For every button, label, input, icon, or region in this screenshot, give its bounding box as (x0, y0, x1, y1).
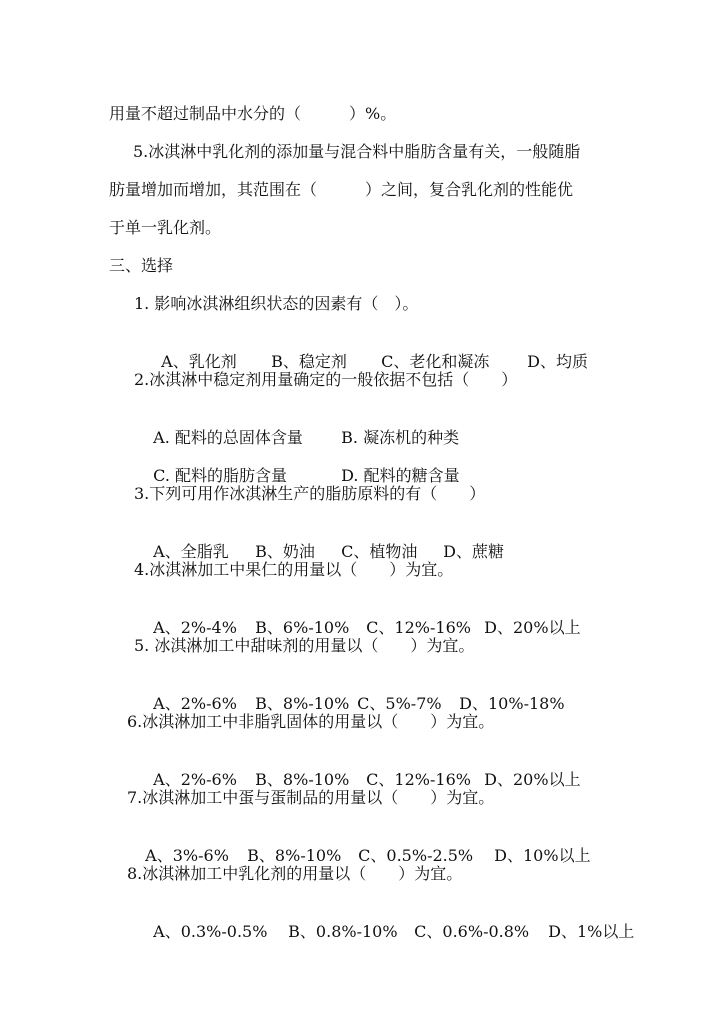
question-1-options (151, 332, 588, 372)
question-8-options (143, 902, 634, 942)
option-a: A、0.3%-0.5% (153, 922, 268, 941)
option-d: D、10%-18% (459, 694, 565, 713)
section-title: 三、选择 (109, 256, 174, 275)
option-b: B、0.8%-10% (288, 922, 398, 941)
option-c: C. 配料的脂肪含量 (153, 466, 288, 485)
question-3-stem: 3.下列可用作冰淇淋生产的脂肪原料的有（ ） (134, 484, 486, 503)
question-2-options-row-2 (143, 446, 460, 486)
question-8-stem: 8.冰淇淋加工中乳化剂的用量以（ ）为宜。 (127, 864, 463, 883)
option-a: A、3%-6% (145, 846, 229, 865)
option-c: C、0.5%-2.5% (358, 846, 474, 865)
question-4-options (143, 598, 581, 638)
option-b: B、8%-10% (247, 846, 342, 865)
option-d: D. 配料的糖含量 (341, 466, 460, 485)
blank-q5-line-2: 肪量增加而增加，其范围在（ ）之间，复合乳化剂的性能优 (109, 180, 574, 199)
option-d: D、均质 (527, 352, 589, 371)
option-c: C、12%-16% (366, 618, 471, 637)
question-7-options (135, 826, 591, 866)
option-d: D、蔗糖 (443, 542, 505, 561)
question-5-options (143, 674, 565, 714)
option-b: B. 凝冻机的种类 (341, 428, 460, 447)
option-a: A. 配料的总固体含量 (153, 428, 303, 447)
question-7-stem: 7.冰淇淋加工中蛋与蛋制品的用量以（ ）为宜。 (127, 788, 495, 807)
blank-line-1: 用量不超过制品中水分的（ ）%。 (109, 104, 397, 123)
question-6-stem: 6.冰淇淋加工中非脂乳固体的用量以（ ）为宜。 (127, 712, 495, 731)
blank-q5-line-1: 5.冰淇淋中乳化剂的添加量与混合料中脂肪含量有关，一般随脂 (133, 142, 581, 161)
option-d: D、1%以上 (548, 922, 635, 941)
option-b: B、8%-10% (255, 694, 350, 713)
option-a: A、2%-6% (153, 694, 237, 713)
question-4-stem: 4.冰淇淋加工中果仁的用量以（ ）为宜。 (134, 560, 454, 579)
question-6-options (143, 750, 581, 790)
option-b: B、8%-10% (255, 770, 350, 789)
option-a: A、2%-6% (153, 770, 237, 789)
option-a: A、2%-4% (153, 618, 237, 637)
question-2-stem: 2.冰淇淋中稳定剂用量确定的一般依据不包括（ ） (134, 370, 518, 389)
option-c: C、老化和凝冻 (381, 352, 490, 371)
option-b: B、6%-10% (255, 618, 350, 637)
option-d: D、10%以上 (494, 846, 591, 865)
option-d: D、20%以上 (484, 618, 581, 637)
question-2-options-row-1 (143, 408, 459, 448)
option-a: A、乳化剂 (161, 352, 237, 371)
question-5-stem: 5. 冰淇淋加工中甜味剂的用量以（ ）为宜。 (134, 636, 475, 655)
question-1-stem: 1. 影响冰淇淋组织状态的因素有（ ）。 (134, 294, 419, 313)
question-3-options (143, 522, 504, 562)
option-b: B、稳定剂 (271, 352, 347, 371)
option-c: C、12%-16% (366, 770, 471, 789)
option-c: C、植物油 (341, 542, 418, 561)
option-c: C、5%-7% (357, 694, 442, 713)
blank-q5-line-3: 于单一乳化剂。 (109, 218, 222, 237)
option-c: C、0.6%-0.8% (414, 922, 530, 941)
option-d: D、20%以上 (484, 770, 581, 789)
option-a: A、全脂乳 (153, 542, 229, 561)
option-b: B、奶油 (255, 542, 315, 561)
